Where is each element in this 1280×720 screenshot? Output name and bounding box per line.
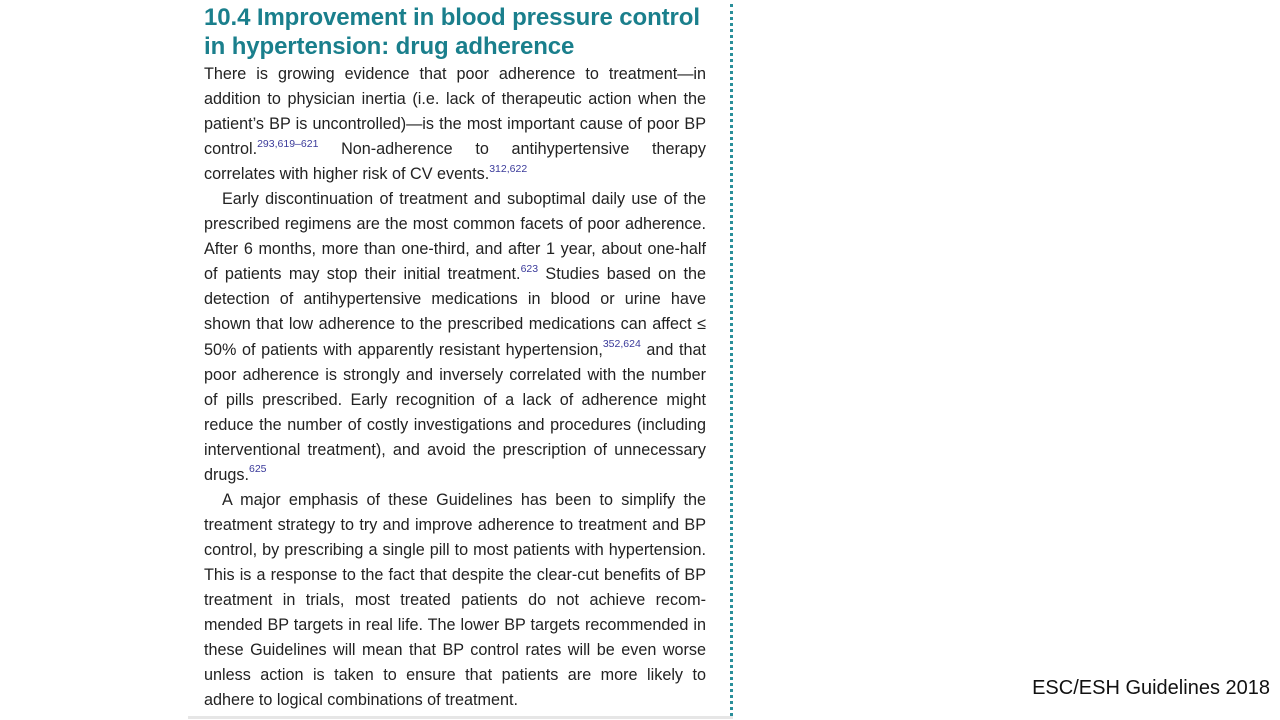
citation-reference[interactable]: 293,619–621 xyxy=(257,137,319,150)
paragraph-text: There is growing evidence that poor adherence to treatment—in addition to physician inertia (i.e. lack of therapeutic action when the patient’s BP is uncontrolled)—is the most important cause of poor BP control. xyxy=(204,65,706,159)
page-bottom-edge xyxy=(188,716,733,719)
citation-reference[interactable]: 623 xyxy=(520,262,539,275)
citation-reference[interactable]: 312,622 xyxy=(489,162,528,175)
paragraph-2 xyxy=(204,187,706,488)
section-body xyxy=(204,62,706,713)
paragraph-text: and that poor adherence is strongly and inversely correlated with the number of pills prescribed. Early recognition of a lack of adherence might reduce the number of costly investigations and procedures (including interventional treatment), and avoid the prescription of unnecessary drugs. xyxy=(204,340,706,484)
paragraph-text: A major emphasis of these Guidelines has been to simplify the treatment strategy to try and improve adherence to treatment and BP control, by prescribing a single pill to most patients with hypertension. This is a response to the fact that despite the clear-cut benefits of BP treatment in trials, most treated patients do not achieve recommended BP targets in real life. The lower BP targets recommended in these Guidelines will mean that BP control rates will be even worse unless action is taken to ensure that patients are more likely to adhere to logical combinations of treatment. xyxy=(204,490,706,710)
section-heading: 10.4 Improvement in blood pressure control in hypertension: drug adherence xyxy=(204,4,700,60)
paragraph-text: Non-adherence to antihypertensive therapy correlates with higher risk of CV events. xyxy=(204,140,706,184)
slide-caption: ESC/ESH Guidelines 2018 xyxy=(1032,677,1270,699)
citation-reference[interactable]: 352,624 xyxy=(602,338,641,351)
column-divider xyxy=(730,4,733,716)
paragraph-text: Studies based on the detection of antihypertensive medications in blood or urine have shown that low adherence to the prescribed medications can affect ≤ 50% of patients with apparently resistant hypertension, xyxy=(204,265,706,359)
paragraph-text: Early discontinuation of treatment and suboptimal daily use of the prescribed regimens are the most common facets of poor adherence. After 6 months, more than one-third, and after 1 year, about one-half of patients may stop their initial treatment. xyxy=(204,190,706,284)
paragraph-1 xyxy=(204,62,706,187)
paragraph-3 xyxy=(204,488,706,713)
citation-reference[interactable]: 625 xyxy=(249,463,267,476)
